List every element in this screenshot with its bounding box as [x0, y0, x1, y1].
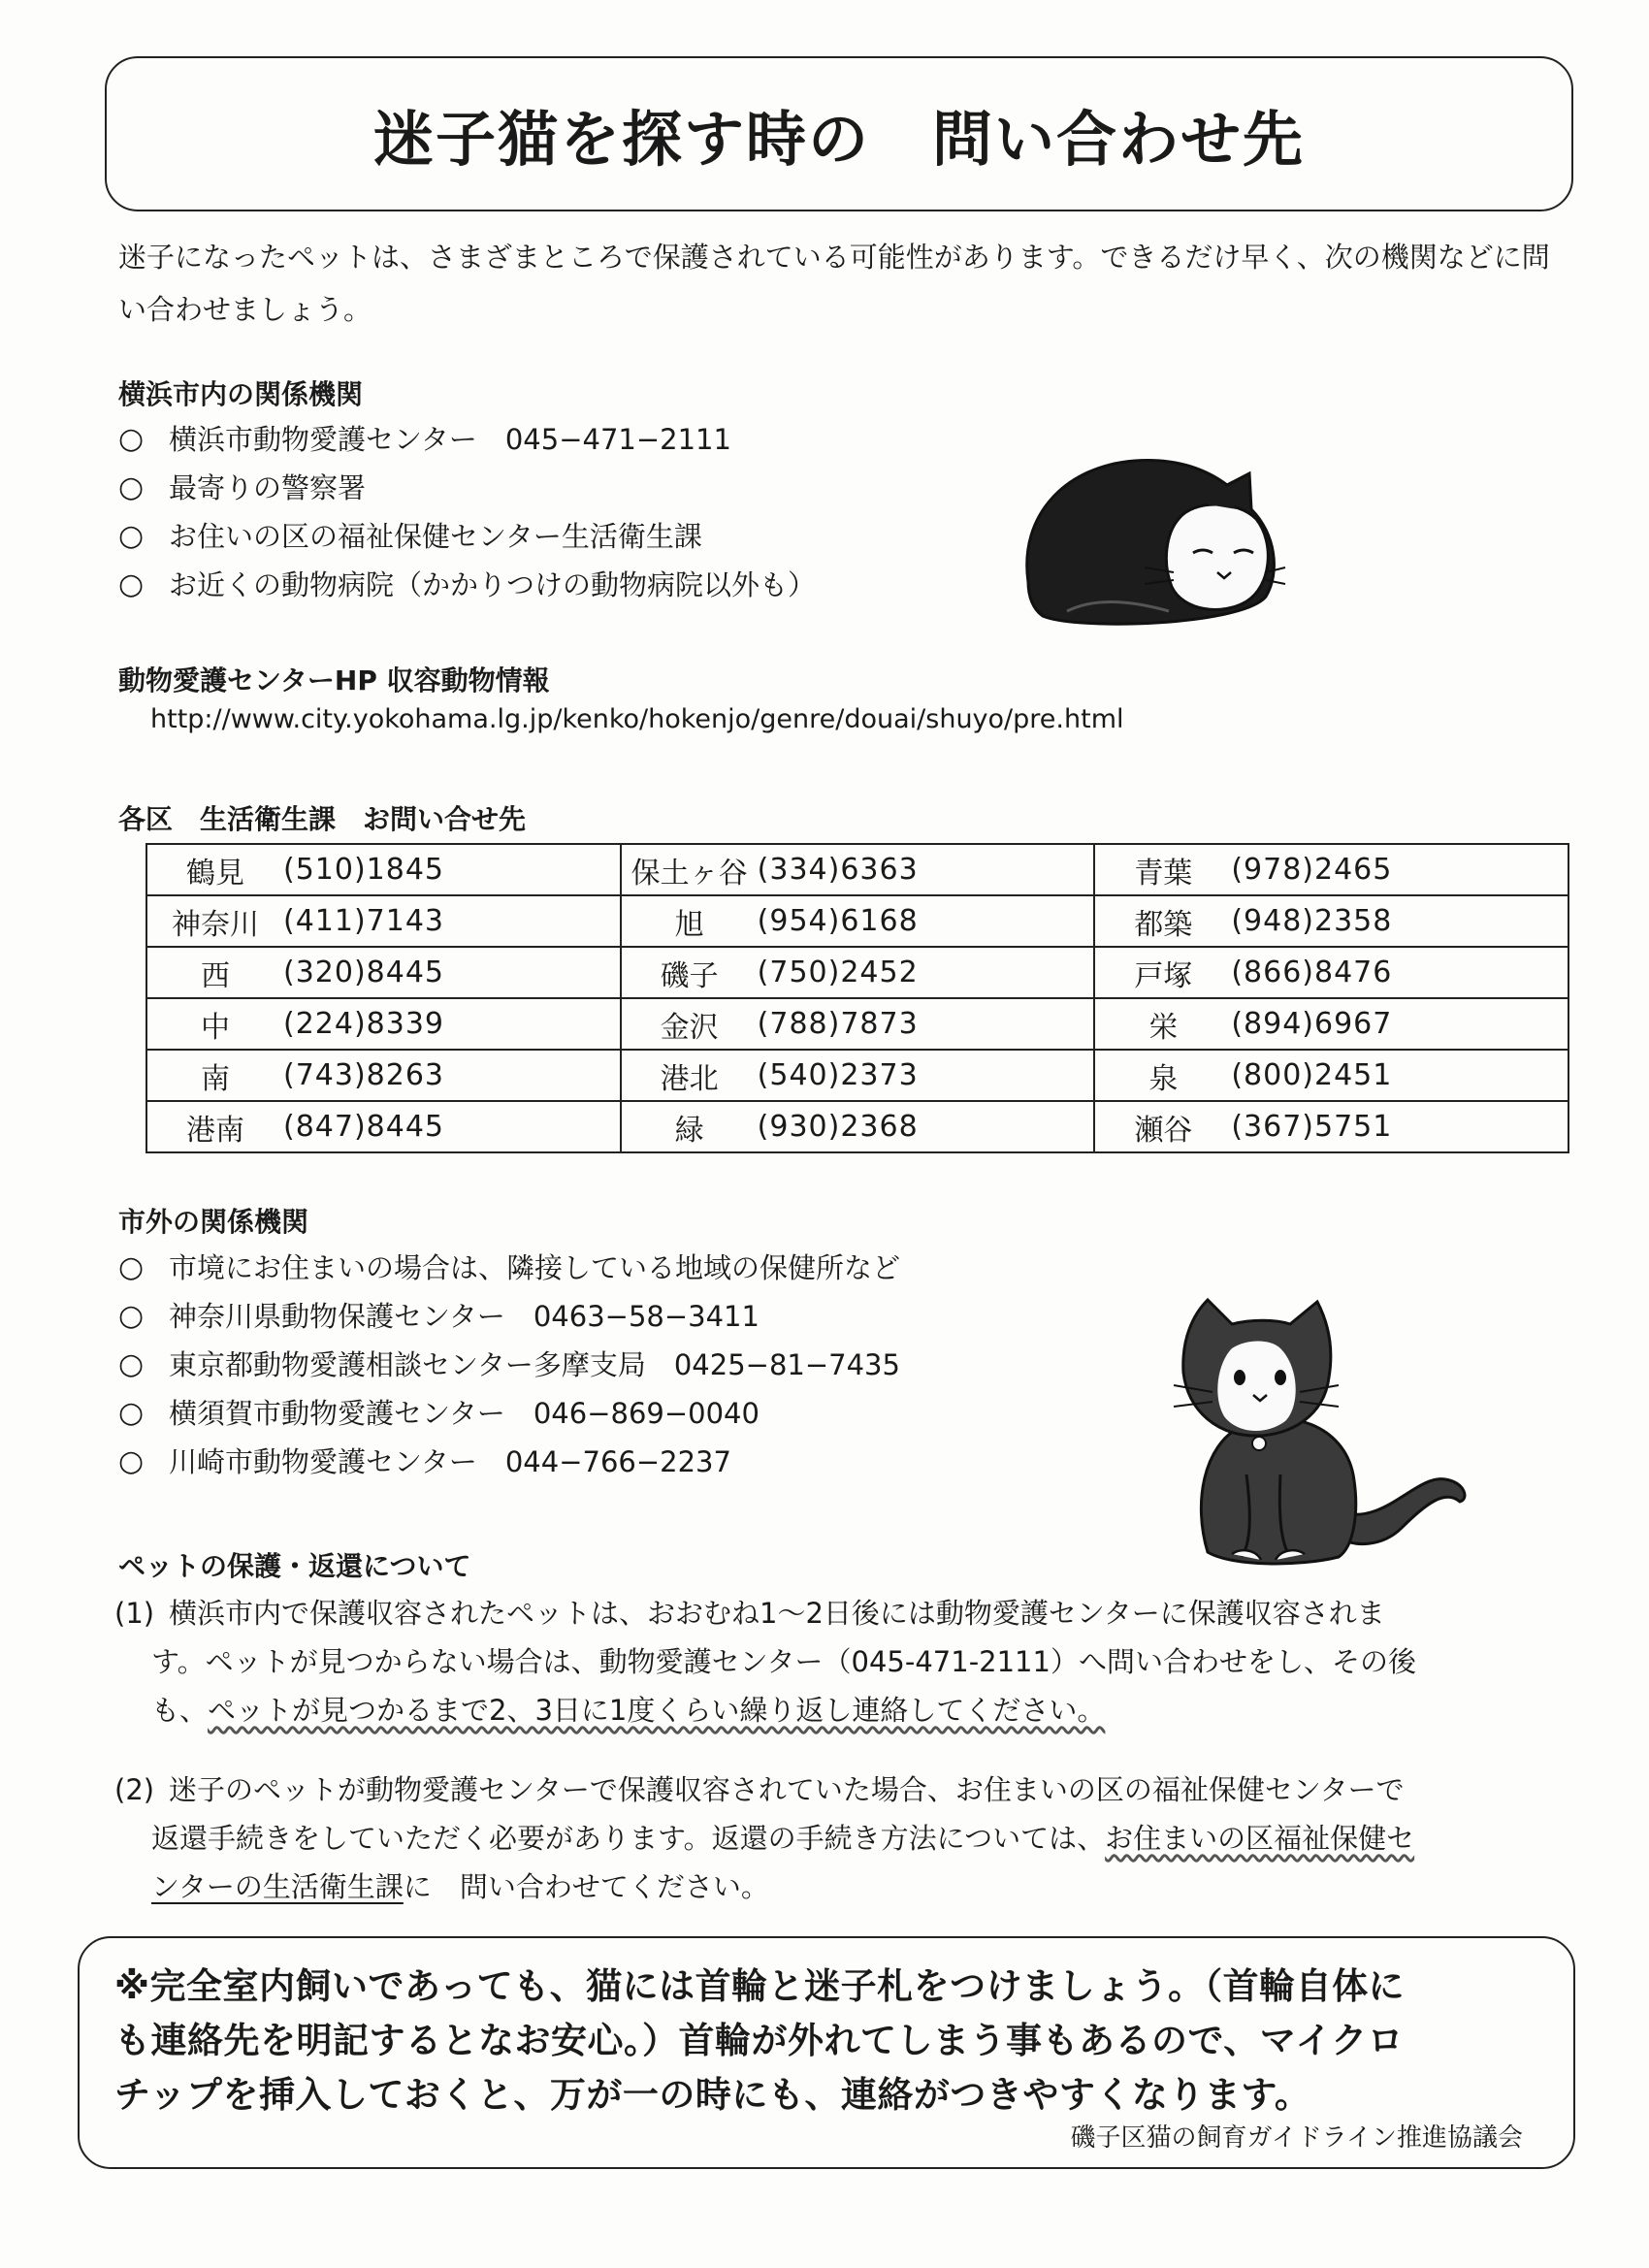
ward-phone: (334)6363 [757, 853, 919, 887]
table-cell [1094, 844, 1568, 895]
ward-name: 西 [201, 958, 230, 993]
table-cell [1094, 998, 1568, 1050]
table-cell [621, 1101, 1095, 1152]
table-row [146, 1101, 1568, 1152]
ward-phone-table [146, 843, 1569, 1153]
table-row [146, 947, 1568, 998]
emphasis-text: ペットが見つかるまで2、3日に1度くらい繰り返し連絡してください。 [208, 1694, 1106, 1727]
ward-phone: (800)2451 [1231, 1058, 1393, 1092]
ward-name: 鶴見 [186, 856, 244, 891]
ward-phone: (978)2465 [1231, 853, 1393, 887]
return-note-1: (1) 横浜市内で保護収容されたペットは、おおむね1〜2日後には動物愛護センターに保護収容されま す。ペットが見つからない場合は、動物愛護センター（045-471-2111）へ問い合わせをし、その後 も、ペットが見つかるまで2、3日に1度くらい繰り返し連絡してください。 [114, 1589, 1550, 1734]
ward-phone: (224)8339 [283, 1007, 445, 1041]
ward-phone: (930)2368 [757, 1110, 919, 1144]
bullet-icon: ○ [118, 1444, 145, 1478]
ward-name: 港南 [186, 1113, 244, 1148]
ward-name: 金沢 [660, 1010, 719, 1045]
table-cell [621, 895, 1095, 947]
bullet-icon: ○ [118, 1347, 145, 1381]
ward-name: 保土ヶ谷 [630, 856, 748, 891]
bullet-icon: ○ [118, 1299, 145, 1333]
table-cell [146, 895, 621, 947]
return-note-2: (2) 迷子のペットが動物愛護センターで保護収容されていた場合、お住まいの区の福祉保健センターで 返還手続きをしていただく必要があります。返還の手続き方法については、お住まいの区福祉保健セ ンターの生活衛生課に 問い合わせてください。 [114, 1766, 1550, 1911]
table-cell [621, 947, 1095, 998]
table-cell [146, 1101, 621, 1152]
list-item: ○ お近くの動物病院（かかりつけの動物病院以外も） [118, 561, 816, 609]
list-item: ○ 神奈川県動物保護センター 0463−58−3411 [118, 1292, 900, 1341]
ward-name: 中 [201, 1010, 230, 1045]
yokohama-list [118, 415, 816, 609]
sleeping-cat-icon [1009, 427, 1290, 640]
table-cell [621, 844, 1095, 895]
ward-name: 旭 [674, 907, 704, 942]
table-cell [146, 844, 621, 895]
bullet-icon: ○ [118, 1250, 145, 1284]
center-info-url[interactable]: http://www.city.yokohama.lg.jp/kenko/hokenjo/genre/douai/shuyo/pre.html [150, 704, 1124, 734]
ward-phone: (510)1845 [283, 853, 445, 887]
emphasis-text: ンターの生活衛生課 [151, 1870, 404, 1903]
table-row [146, 998, 1568, 1050]
list-item: ○ 東京都動物愛護相談センター多摩支局 0425−81−7435 [118, 1341, 900, 1389]
ward-name: 青葉 [1134, 856, 1193, 891]
table-row [146, 844, 1568, 895]
bullet-icon: ○ [118, 519, 145, 553]
outside-heading: 市外の関係機関 [118, 1206, 309, 1238]
list-item: ○ 市境にお住まいの場合は、隣接している地域の保健所など [118, 1244, 900, 1292]
ward-name: 都築 [1134, 907, 1193, 942]
ward-phone: (894)6967 [1231, 1007, 1393, 1041]
ward-phone: (367)5751 [1231, 1110, 1393, 1144]
table-cell [1094, 1050, 1568, 1101]
note-number: (2) [114, 1773, 155, 1806]
list-item: ○ お住いの区の福祉保健センター生活衛生課 [118, 512, 816, 561]
center-info-heading: 動物愛護センターHP 収容動物情報 [118, 664, 550, 697]
table-row [146, 1050, 1568, 1101]
return-heading: ペットの保護・返還について [118, 1550, 471, 1582]
ward-name: 緑 [674, 1113, 704, 1148]
ward-name: 泉 [1148, 1061, 1179, 1096]
yokohama-heading: 横浜市内の関係機関 [118, 378, 364, 410]
bullet-icon: ○ [118, 567, 145, 601]
notice-line: ※完全室内飼いであっても、猫には首輪と迷子札をつけましょう。（首輪自体に [114, 1965, 1406, 2007]
ward-phone: (320)8445 [283, 956, 445, 989]
ward-name: 瀬谷 [1134, 1113, 1193, 1148]
intro-text: 迷子になったペットは、さまざまところで保護されている可能性があります。できるだけ早く、次の機関などに問い合わせましょう。 [118, 241, 1550, 326]
ward-phone: (411)7143 [283, 904, 445, 938]
table-cell [621, 998, 1095, 1050]
ward-phone: (948)2358 [1231, 904, 1393, 938]
ward-name: 港北 [660, 1061, 719, 1096]
bullet-icon: ○ [118, 422, 145, 456]
ward-phone: (540)2373 [757, 1058, 919, 1092]
emphasis-text: お住まいの区福祉保健セ [1105, 1822, 1415, 1855]
ward-phone: (743)8263 [283, 1058, 445, 1092]
list-item: ○ 川崎市動物愛護センター 044−766−2237 [118, 1438, 900, 1486]
table-cell [146, 947, 621, 998]
sitting-cat-icon [1154, 1280, 1484, 1571]
ward-phone: (954)6168 [757, 904, 919, 938]
list-item: ○ 横須賀市動物愛護センター 046−869−0040 [118, 1389, 900, 1438]
note-number: (1) [114, 1597, 155, 1630]
table-row [146, 895, 1568, 947]
ward-phone: (866)8476 [1231, 956, 1393, 989]
title-box [105, 56, 1573, 211]
ward-name: 栄 [1148, 1010, 1179, 1045]
organization-name: 磯子区猫の飼育ガイドライン推進協議会 [1070, 2123, 1523, 2153]
ward-phone: (847)8445 [283, 1110, 445, 1144]
page-title: 迷子猫を探す時の 問い合わせ先 [372, 103, 1305, 175]
notice-line: も連絡先を明記するとなお安心。）首輪が外れてしまう事もあるので、マイクロ [114, 2020, 1405, 2061]
table-cell [1094, 895, 1568, 947]
table-cell [621, 1050, 1095, 1101]
ward-name: 神奈川 [172, 907, 259, 942]
bottom-notice-box [78, 1936, 1575, 2169]
list-item: ○ 横浜市動物愛護センター 045−471−2111 [118, 415, 816, 464]
notice-line: チップを挿入しておくと、万が一の時にも、連絡がつきやすくなります。 [114, 2074, 1311, 2116]
wards-heading: 各区 生活衛生課 お問い合せ先 [118, 803, 527, 835]
outside-list [118, 1244, 900, 1486]
ward-phone: (750)2452 [757, 956, 919, 989]
ward-name: 磯子 [660, 958, 719, 993]
table-cell [146, 1050, 621, 1101]
table-cell [1094, 1101, 1568, 1152]
ward-name: 戸塚 [1134, 958, 1193, 993]
table-cell [1094, 947, 1568, 998]
bullet-icon: ○ [118, 470, 145, 504]
ward-name: 南 [201, 1061, 230, 1096]
list-item: ○ 最寄りの警察署 [118, 464, 816, 512]
bullet-icon: ○ [118, 1396, 145, 1430]
ward-phone: (788)7873 [757, 1007, 919, 1041]
table-cell [146, 998, 621, 1050]
